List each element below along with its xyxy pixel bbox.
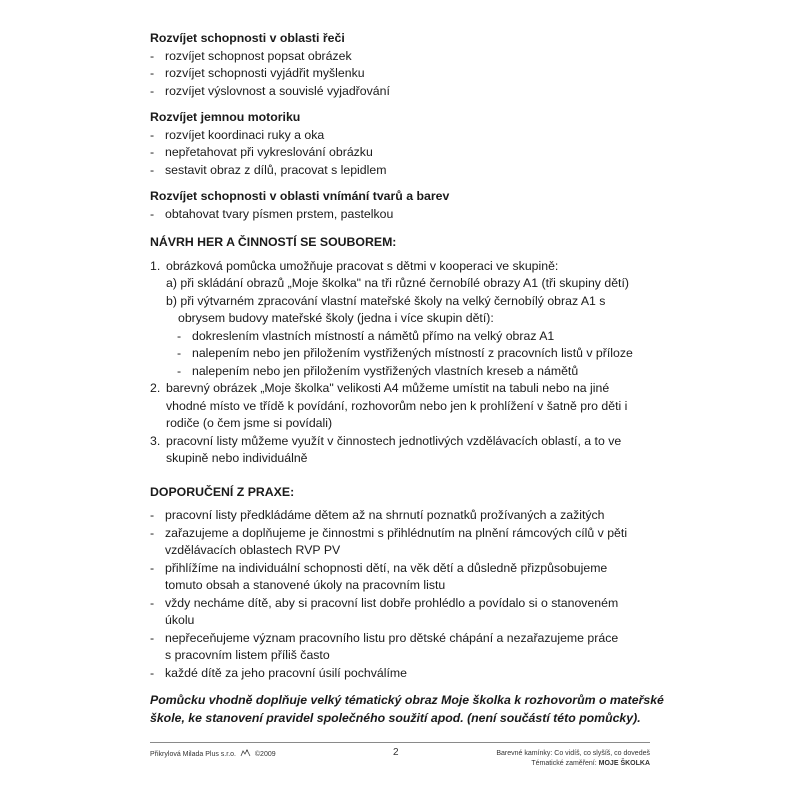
section-heading-speech: Rozvíjet schopnosti v oblasti řeči	[150, 31, 345, 45]
section-heading-motor: Rozvíjet jemnou motoriku	[150, 110, 301, 124]
nested-list-item: - dokreslením vlastních místností a námětů přímo na velký obraz A1	[177, 328, 555, 343]
list-item: - obtahovat tvary písmen prstem, pastelkou	[150, 206, 394, 221]
list-item: - přihlížíme na individuální schopnosti dětí, na věk dětí a důsledně přizpůsobujeme	[150, 560, 608, 575]
section-heading-perception: Rozvíjet schopnosti v oblasti vnímání tvarů a barev	[150, 189, 450, 203]
footer-publisher	[150, 749, 276, 758]
numbered-item-2: 2. barevný obrázek „Moje školka" velikosti A4 můžeme umístit na tabuli nebo na jiné	[150, 381, 610, 395]
list-item-continued: úkolu	[165, 613, 195, 627]
footer-series	[496, 749, 650, 769]
nested-list-item: - nalepením nebo jen přiložením vystřižených místností z pracovních listů v příloze	[177, 346, 633, 360]
list-item: - rozvíjet koordinaci ruky a oka	[150, 127, 325, 142]
list-item: - rozvíjet výslovnost a souvislé vyjadřování	[150, 83, 390, 98]
copyright: ©2009	[254, 751, 276, 758]
page-content	[150, 30, 664, 727]
sub-item-b-continued: obrysem budovy mateřské školy (jedna i více skupin dětí):	[178, 311, 494, 325]
list-item: - rozvíjet schopnosti vyjádřit myšlenku	[150, 66, 365, 80]
list-item: - nepřetahovat při vykreslování obrázku	[150, 145, 373, 159]
list-item-continued: vzdělávacích oblastech RVP PV	[165, 543, 341, 557]
nested-list-item: - nalepením nebo jen přiložením vystřižených vlastních kreseb a námětů	[177, 363, 579, 378]
publisher-name: Přikrylová Milada Plus s.r.o.	[150, 751, 236, 758]
list-item-continued: s pracovním listem příliš často	[165, 648, 330, 662]
logo-icon	[240, 749, 251, 757]
list-item: - zařazujeme a doplňujeme je činnostmi s přihlédnutím na plnění rámcových cílů v pěti	[150, 525, 628, 540]
page-footer	[150, 742, 650, 767]
list-item: - sestavit obraz z dílů, pracovat s lepidlem	[150, 162, 387, 177]
closing-note: Pomůcku vhodně doplňuje velký tématický obraz Moje školka k rozhovorům o mateřské	[150, 693, 664, 707]
numbered-item-3-continued: skupině nebo individuálně	[166, 451, 308, 465]
list-item: - pracovní listy předkládáme dětem až na shrnutí poznatků prožívaných a zažitých	[150, 508, 605, 522]
sub-item-a: a) při skládání obrazů „Moje školka" na tři různé černobílé obrazy A1 (tři skupiny dětí)	[166, 276, 629, 290]
numbered-item-2-continued: rodiče (o čem jsme si povídali)	[166, 416, 333, 430]
closing-note-continued: škole, ke stanovení pravidel společného soužití apod. (není součástí této pomůcky).	[150, 710, 641, 725]
section-heading-games: NÁVRH HER A ČINNOSTÍ SE SOUBOREM:	[150, 235, 397, 249]
list-item: - nepřeceňujeme význam pracovního listu pro dětské chápání a nezařazujeme práce	[150, 630, 619, 645]
topic-line: Tématické zaměření: MOJE ŠKOLKA	[531, 760, 650, 767]
numbered-item-1: 1. obrázková pomůcka umožňuje pracovat s dětmi v kooperaci ve skupině:	[150, 258, 559, 273]
list-item: - rozvíjet schopnost popsat obrázek	[150, 48, 352, 63]
page-number: 2	[393, 747, 399, 758]
sub-item-b: b) při výtvarném zpracování vlastní mateřské školy na velký černobílý obraz A1 s	[166, 293, 606, 308]
list-item-continued: tomuto obsah a stanovené úkoly na pracovním listu	[165, 578, 446, 592]
list-item: - každé dítě za jeho pracovní úsilí pochválíme	[150, 665, 407, 680]
series-title: Barevné kamínky: Co vidíš, co slyšíš, co dovedeš	[496, 750, 650, 757]
numbered-item-3: 3. pracovní listy můžeme využít v činnostech jednotlivých vzdělávacích oblastí, a to ve	[150, 433, 622, 448]
numbered-item-2-continued: vhodné místo ve třídě k povídání, rozhovorům nebo jen k prohlížení v šatně pro děti i	[166, 398, 628, 413]
section-heading-practice: DOPORUČENÍ Z PRAXE:	[150, 484, 295, 499]
list-item: - vždy necháme dítě, aby si pracovní list dobře prohlédlo a povídalo si o stanoveném	[150, 595, 619, 610]
